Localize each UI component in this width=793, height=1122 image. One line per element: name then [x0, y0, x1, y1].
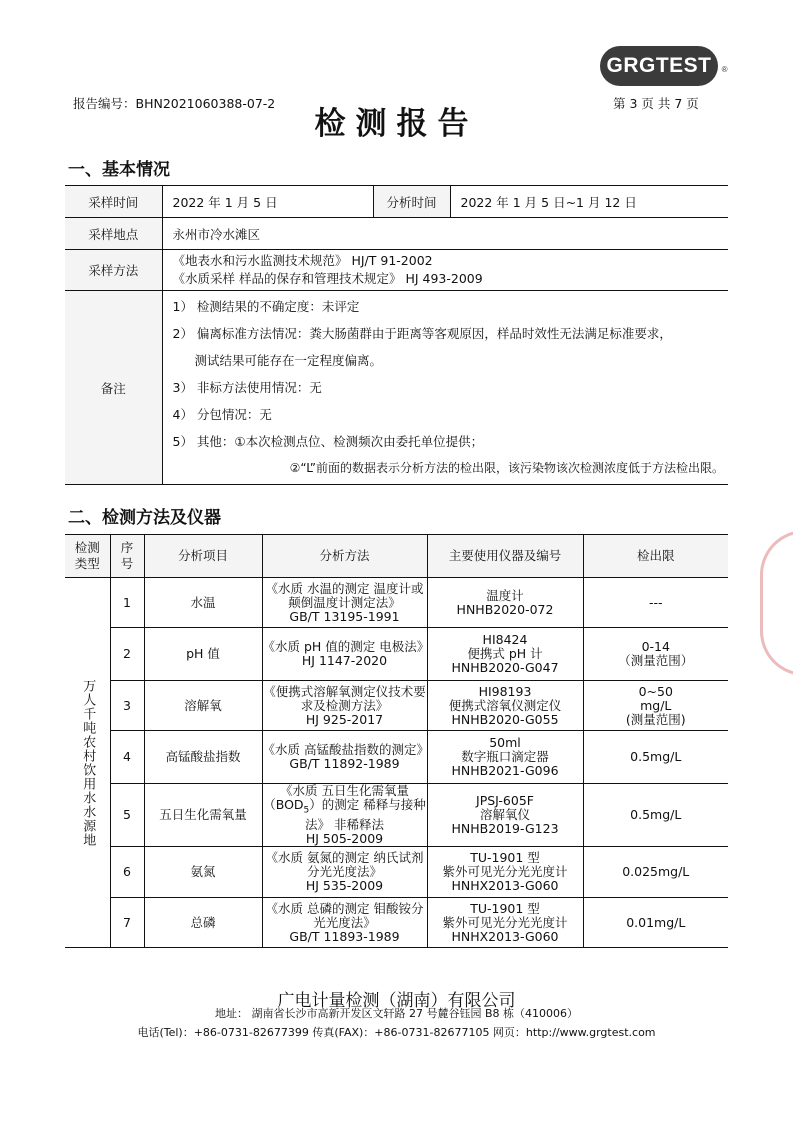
- row-no: 2: [110, 628, 144, 681]
- row-item: 五日生化需氧量: [144, 784, 262, 847]
- sampling-time-value: 2022 年 1 月 5 日: [162, 186, 373, 218]
- methods-table: [65, 534, 728, 948]
- row-limit: 0.5mg/L: [583, 731, 728, 784]
- basic-info-table: [65, 185, 728, 485]
- section-basic-title: 一、基本情况: [68, 160, 170, 180]
- table-row: [65, 731, 728, 784]
- row-item: 氨氮: [144, 847, 262, 898]
- note-2-cont: 测试结果可能存在一定程度偏离。: [194, 353, 383, 368]
- official-stamp: [760, 530, 793, 676]
- notes-content: [162, 291, 728, 485]
- company-name: 广电计量检测（湖南）有限公司: [277, 991, 516, 1011]
- row-method: 《水质 总磷的测定 钼酸铵分 光光度法》 GB/T 11893-1989: [262, 898, 427, 948]
- row-no: 4: [110, 731, 144, 784]
- row-method: 《水质 高锰酸盐指数的测定》 GB/T 11892-1989: [262, 731, 427, 784]
- sampling-time-label: 采样时间: [65, 186, 162, 218]
- row-instrument: JPSJ-605F 溶解氧仪 HNHB2019-G123: [427, 784, 583, 847]
- row-instrument: 温度计 HNHB2020-072: [427, 578, 583, 628]
- section-methods-title: 二、检测方法及仪器: [68, 508, 221, 528]
- report-title: 检测报告: [314, 106, 479, 142]
- table-row: [65, 628, 728, 681]
- row-instrument: 50ml 数字瓶口滴定器 HNHB2021-G096: [427, 731, 583, 784]
- category-text: 万人千吨农村饮用水水源地: [80, 678, 96, 847]
- row-method: 《水质 pH 值的测定 电极法》 HJ 1147-2020: [262, 628, 427, 681]
- header-limit: 检出限: [583, 535, 728, 578]
- header-no: 序号: [110, 535, 144, 578]
- company-address: 地址： 湖南省长沙市高新开发区文轩路 27 号麓谷钰园 B8 栋（410006）: [214, 1007, 578, 1020]
- note-2: 2） 偏离标准方法情况：粪大肠菌群由于距离等客观原因，样品时效性无法满足标准要求，: [172, 326, 672, 341]
- table-row: [65, 681, 728, 731]
- analysis-time-value: 2022 年 1 月 5 日~1 月 12 日: [450, 186, 728, 218]
- row-sampling-time: [65, 186, 728, 218]
- row-method: 《水质 五日生化需氧量 $(BOD_5)$的测定 稀释与接种 法》 非稀释法 HJ 505-2009: [263, 783, 426, 846]
- table-row: [65, 847, 728, 898]
- row-no: 5: [110, 784, 144, 847]
- row-no: 6: [110, 847, 144, 898]
- row-item: 高锰酸盐指数: [144, 731, 262, 784]
- row-limit: ---: [583, 578, 728, 628]
- row-method: 《水质 水温的测定 温度计或 颠倒温度计测定法》 GB/T 13195-1991: [262, 578, 427, 628]
- sampling-method-2: 《水质采样 样品的保存和管理技术规定》 HJ 493-2009: [172, 271, 483, 286]
- note-1: 1） 检测结果的不确定度：未评定: [172, 299, 360, 314]
- row-no: 1: [110, 578, 144, 628]
- row-limit: 0.01mg/L: [583, 898, 728, 948]
- row-sampling-method: [65, 250, 728, 291]
- header-type: 检测类型: [65, 535, 110, 578]
- notes-label: 备注: [65, 291, 162, 485]
- header-method: 分析方法: [262, 535, 427, 578]
- row-notes: [65, 291, 728, 485]
- row-sampling-site: [65, 218, 728, 250]
- header-instrument: 主要使用仪器及编号: [427, 535, 583, 578]
- row-no: 7: [110, 898, 144, 948]
- note-5-cont: ②“L”前面的数据表示分析方法的检出限，该污染物该次检测浓度低于方法检出限。: [289, 461, 724, 475]
- row-no: 3: [110, 681, 144, 731]
- sampling-method-label: 采样方法: [65, 250, 162, 291]
- row-instrument: TU-1901 型 紫外可见光分光光度计 HNHX2013-G060: [427, 898, 583, 948]
- sampling-method-value: [162, 250, 728, 291]
- table-row: [65, 578, 728, 628]
- methods-header-row: [65, 535, 728, 578]
- row-limit: 0-14 （测量范围）: [583, 628, 728, 681]
- row-item: 溶解氧: [144, 681, 262, 731]
- row-method: 《便携式溶解氧测定仪技术要 求及检测方法》 HJ 925-2017: [262, 681, 427, 731]
- row-limit: 0.5mg/L: [583, 784, 728, 847]
- row-item: 总磷: [144, 898, 262, 948]
- table-row: [65, 898, 728, 948]
- note-5: 5） 其他：①本次检测点位、检测频次由委托单位提供；: [172, 434, 484, 449]
- sampling-site-label: 采样地点: [65, 218, 162, 250]
- row-limit: 0~50 mg/L (测量范围): [583, 681, 728, 731]
- row-item: 水温: [144, 578, 262, 628]
- header-item: 分析项目: [144, 535, 262, 578]
- row-instrument: HI98193 便携式溶氧仪测定仪 HNHB2020-G055: [427, 681, 583, 731]
- row-instrument: HI8424 便携式 pH 计 HNHB2020-G047: [427, 628, 583, 681]
- note-4: 4） 分包情况：无: [172, 407, 272, 422]
- table-row: [65, 784, 728, 847]
- grgtest-logo: [600, 46, 728, 86]
- row-instrument: TU-1901 型 紫外可见光分光光度计 HNHX2013-G060: [427, 847, 583, 898]
- note-3: 3） 非标方法使用情况：无: [172, 380, 322, 395]
- row-item: pH 值: [144, 628, 262, 681]
- row-method: 《水质 氨氮的测定 纳氏试剂 分光光度法》 HJ 535-2009: [262, 847, 427, 898]
- report-number: 报告编号：BHN2021060388-07-2: [73, 96, 276, 111]
- company-contact: 电话(Tel)：+86-0731-82677399 传真(FAX)：+86-0731-82677105 网页：http://www.grgtest.com: [137, 1026, 656, 1039]
- analysis-time-label: 分析时间: [373, 186, 450, 218]
- registered-mark: ®: [721, 65, 728, 74]
- category-cell: [65, 578, 110, 948]
- sampling-method-1: 《地表水和污水监测技术规范》 HJ/T 91-2002: [172, 253, 433, 268]
- row-limit: 0.025mg/L: [583, 847, 728, 898]
- sampling-site-value: 永州市冷水滩区: [162, 218, 728, 250]
- page-indicator: 第 3 页 共 7 页: [613, 96, 699, 111]
- logo-text: GRGTEST: [606, 54, 712, 77]
